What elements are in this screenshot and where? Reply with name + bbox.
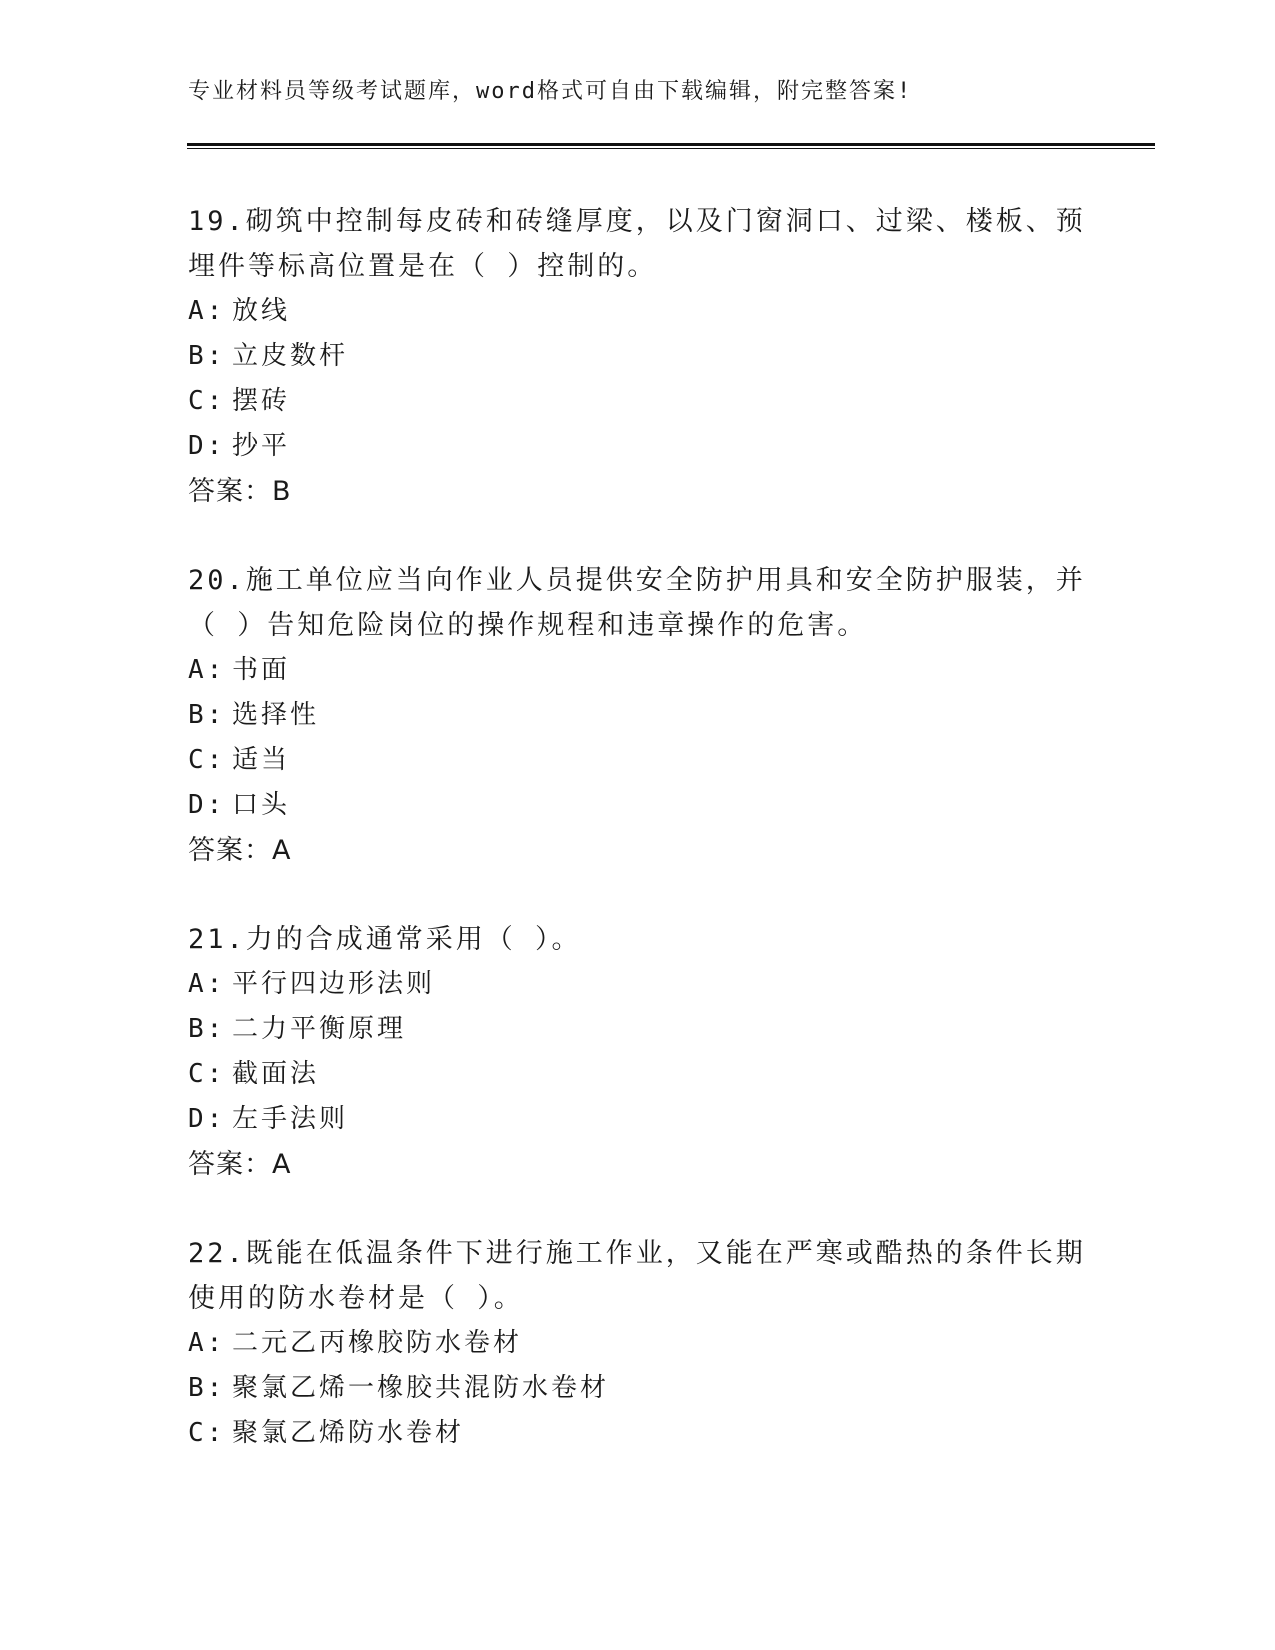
option-d	[188, 424, 1088, 469]
option-letter: B:	[188, 1373, 226, 1403]
option-letter: B:	[188, 700, 226, 730]
option-a	[188, 648, 1088, 693]
option-d	[188, 783, 1088, 828]
option-letter: B:	[188, 341, 226, 371]
option-letter: D:	[188, 790, 226, 820]
option-text: 适当	[232, 745, 291, 775]
option-c	[188, 1411, 1088, 1456]
option-letter: C:	[188, 386, 226, 416]
option-text: 立皮数杆	[232, 341, 349, 371]
option-a	[188, 962, 1088, 1007]
option-text: 二元乙丙橡胶防水卷材	[232, 1328, 523, 1358]
question-19	[188, 199, 1088, 514]
option-text: 平行四边形法则	[232, 969, 436, 999]
option-text: 口头	[232, 790, 291, 820]
option-b	[188, 1366, 1088, 1411]
question-20	[188, 558, 1088, 873]
option-text: 聚氯乙烯一橡胶共混防水卷材	[232, 1373, 610, 1403]
option-text: 放线	[232, 296, 291, 326]
question-stem: 22.既能在低温条件下进行施工作业，又能在严寒或酷热的条件长期使用的防水卷材是（ ）。	[188, 1238, 1086, 1314]
page-header: 专业材料员等级考试题库，word格式可自由下载编辑，附完整答案!	[188, 79, 913, 104]
option-letter: D:	[188, 431, 226, 461]
question-stem: 19.砌筑中控制每皮砖和砖缝厚度，以及门窗洞口、过梁、楼板、预埋件等标高位置是在（ ）控制的。	[188, 206, 1086, 282]
option-d	[188, 1097, 1088, 1142]
answer-line: 答案：B	[188, 476, 292, 507]
question-21	[188, 917, 1088, 1187]
option-text: 抄平	[232, 431, 291, 461]
option-letter: C:	[188, 1059, 226, 1089]
option-text: 书面	[232, 655, 291, 685]
answer-line: 答案：A	[188, 1149, 292, 1180]
option-b	[188, 334, 1088, 379]
question-22	[188, 1231, 1088, 1456]
option-letter: C:	[188, 1418, 226, 1448]
option-a	[188, 1321, 1088, 1366]
option-letter: D:	[188, 1104, 226, 1134]
option-b	[188, 693, 1088, 738]
option-letter: B:	[188, 1014, 226, 1044]
option-text: 左手法则	[232, 1104, 349, 1134]
option-c	[188, 1052, 1088, 1097]
option-letter: A:	[188, 296, 226, 326]
option-text: 截面法	[232, 1059, 320, 1089]
question-stem: 21.力的合成通常采用（ ）。	[188, 924, 582, 955]
option-letter: A:	[188, 1328, 226, 1358]
option-letter: A:	[188, 655, 226, 685]
question-stem: 20.施工单位应当向作业人员提供安全防护用具和安全防护服装，并（ ）告知危险岗位的操作规程和违章操作的危害。	[188, 565, 1086, 641]
option-c	[188, 738, 1088, 783]
header-divider	[187, 143, 1155, 149]
answer-line: 答案：A	[188, 835, 292, 866]
option-a	[188, 289, 1088, 334]
option-text: 二力平衡原理	[232, 1014, 407, 1044]
option-text: 摆砖	[232, 386, 291, 416]
option-b	[188, 1007, 1088, 1052]
option-letter: A:	[188, 969, 226, 999]
option-c	[188, 379, 1088, 424]
option-text: 选择性	[232, 700, 320, 730]
option-letter: C:	[188, 745, 226, 775]
option-text: 聚氯乙烯防水卷材	[232, 1418, 465, 1448]
